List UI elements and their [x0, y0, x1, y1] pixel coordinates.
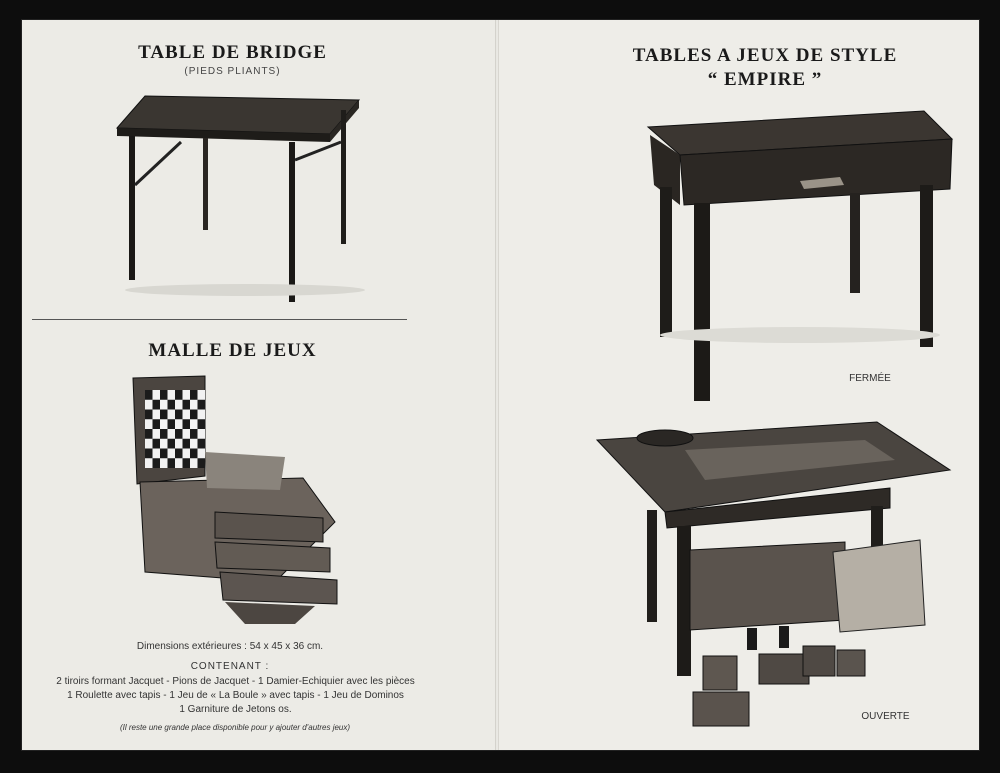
empire-title-line1: TABLES A JEUX DE STYLE — [632, 45, 898, 66]
dimensions-text: Dimensions extérieures : 54 x 45 x 36 cm. — [136, 641, 324, 652]
caption-closed: FERMÉE — [849, 373, 891, 384]
bridge-subtitle: (PIEDS PLIANTS) — [184, 66, 281, 77]
malle-title: MALLE DE JEUX — [148, 340, 317, 361]
contents-line-1: 2 tiroirs formant Jacquet - Pions de Jacquet - 1 Damier-Echiquier avec les pièces — [56, 676, 415, 687]
empire-table-closed-illustration — [640, 105, 960, 405]
bridge-table-illustration — [105, 90, 370, 310]
footnote: (Il reste une grande place disponible pour y ajouter d'autres jeux) — [119, 723, 351, 732]
game-chest-illustration — [125, 372, 350, 632]
contents-line-2: 1 Roulette avec tapis - 1 Jeu de « La Boule » avec tapis - 1 Jeu de Dominos — [67, 690, 404, 701]
bridge-title: TABLE DE BRIDGE — [138, 42, 327, 63]
contenant-heading: CONTENANT : — [190, 661, 270, 672]
empire-title-line2: “ EMPIRE ” — [707, 69, 823, 90]
caption-open: OUVERTE — [861, 711, 910, 722]
section-divider — [32, 319, 407, 320]
page-fold — [495, 20, 499, 750]
contents-line-3: 1 Garniture de Jetons os. — [179, 704, 292, 715]
empire-table-open-illustration — [595, 420, 955, 730]
